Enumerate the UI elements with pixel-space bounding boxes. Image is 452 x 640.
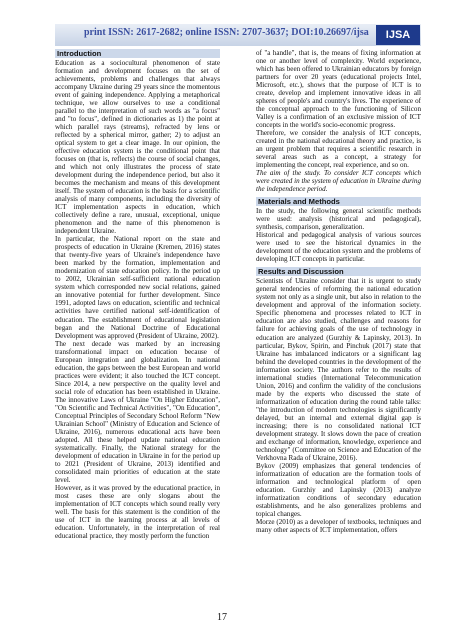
results-heading: Results and Discussion — [256, 267, 421, 276]
paragraph: However, as it was proved by the educational practice, in most cases these are only slogans about the implementation of ICT concepts which sound really very well. The basis for this statement is the condition of the use of ICT in the learning process at all levels of education. Unfortunately, in the interpretation of real educational practice, they mostly perform the function — [55, 483, 220, 540]
methods-heading: Materials and Methods — [256, 197, 421, 206]
paragraph: The next decade was marked by an increasing transformational impact on education because of European integration and globalization. In national education, the gaps between the best European and world practices were evident; it also touched the ICT concept. Since 2014, a new perspective on the quality level and social role of education has been established in Ukraine. The innovative Laws of Ukraine "On Higher Education", "On Scientific and Technical Activities", "On Education", Conceptual Principles of Secondary School Reform "New Ukrainian School" (Ministry of Education and Science of Ukraine, 2016), numerous educational acts have been adopted. All these helped update national education systematically. Finally, the National strategy for the development of education in Ukraine in for the period up to 2021 (President of Ukraine, 2013) identified and consolidated main priorities of education at the state level. — [55, 339, 220, 484]
paragraph: In the study, the following general scientific methods were used: analysis (historical and pedagogical), synthesis, comparison, generalization. — [256, 207, 421, 232]
paragraph: of "a handle", that is, the means of fixing information at one or another level of complexity. World experience, which has been offered to Ukrainian educators by foreign partners for over 20 years (educational projects Intel, Microsoft, etc.), shows that the purpose of ICT is to create, develop and implement innovative ideas in all spheres of people's and country's lives. The experience of the conceptual approach to the functioning of Silicon Valley is a confirmation of an exclusive mission of ICT concepts in the world's socio-economic progress. — [256, 49, 421, 130]
left-column — [55, 49, 220, 540]
paragraph: The aim of the study. To consider ICT concepts which were created in the system of education in Ukraine during the independence period. — [256, 169, 421, 194]
paragraph: Morze (2010) as a developer of textbooks, techniques and many other aspects of ICT implementation, offers — [256, 517, 421, 534]
introduction-heading: Introduction — [55, 49, 220, 58]
paragraph: Scientists of Ukraine consider that it is urgent to study general tendencies of reforming the national education system not only as a single unit, but also in relation to the development and approval of the information society. Specific phenomena and processes related to ICT in education are also studied, challenges and reasons for failure for achieving goals of the use of technology in education are analyzed (Gurzhiy & Lapinsky, 2013). In particular, Bykov, Spirin, and Pinchuk (2017) state that Ukraine has imbalanced indicators or a significant lag behind the developed countries in the development of the information society. The authors refer to the results of international studies (International Telecommunication Union, 2016) and confirm the validity of the conclusions made by the experts who discussed the state of informatization of education during the round table talks: "the introduction of modern technologies is significantly delayed, but an internal and external digital gap is increasing; there is no consolidated national ICT development strategy. It slows down the pace of creation and exchange of information, knowledge, experience and technology" (Committee on Science and Education of the Verkhovna Rada of Ukraine, 2016). — [256, 277, 421, 462]
paragraph: Bykov (2009) emphasizes that general tendencies of informatization of education are the formation tools of information and technological platform of open education. Gurzhiy and Lapinsky (2013) analyze informatization conditions of secondary education establishments, and he also generalizes problems and topical changes. — [256, 461, 421, 518]
page-number: 17 — [217, 612, 227, 623]
paragraph: Education as a sociocultural phenomenon of state formation and development focuses on the set of achievements, problems and challenges that always accompany Ukraine during 29 years since the momentous event of gaining independence. Applying a metaphorical technique, we allow ourselves to use a conditional parallel to the interpretation of such words as "a focus" and "to focus", defined in dictionaries as 1) the point at which parallel rays (streams), refracted by lens or reflected by a spherical mirror, gather; 2) to adjust an optical system to get a clear image. In our opinion, the effective education system is the conditional point that focuses on (that is, reflects) the course of social changes, and which not only illustrates the process of state development during the independence period, but also it becomes the mechanism and means of this development itself. The system of education is the basis for a scientific analysis of many components, including the diversity of ICT implementation aspects in education, which collectively define a rare, unusual, exceptional, unique phenomenon and the name of this phenomenon is independent Ukraine. — [55, 59, 220, 236]
paragraph: Historical and pedagogical analysis of various sources were used to see the historical dynamics in the development of the education system and the problems of developing ICT concepts in particular. — [256, 231, 421, 264]
right-column — [256, 49, 421, 534]
journal-badge: IJSA — [376, 25, 420, 45]
paragraph: Therefore, we consider the analysis of ICT concepts, created in the national educational theory and practice, is an urgent problem that requires a scientific research in several areas such as a concept, a strategy for implementing the concept, real experience, and so on. — [256, 129, 421, 170]
issn-line: print ISSN: 2617-2682; online ISSN: 2707-3637; DOI:10.26697/ijsa — [84, 27, 369, 38]
paragraph: In particular, the National report on the state and prospects of education in Ukraine (Kremen, 2016) states that twenty-five years of Ukraine's independence have been marked by the formation, implementation and modernization of state education policy. In the period up to 2002, Ukrainian self-sufficient national education system which corresponded new social relations, gained an innovative potential for further development. Since 1991, adopted laws on education, scientific and technical activities have certified national self-identification of education. The establishment of educational legislation began and the National Doctrine of Educational Development was approved (President of Ukraine, 2002). — [55, 235, 220, 340]
